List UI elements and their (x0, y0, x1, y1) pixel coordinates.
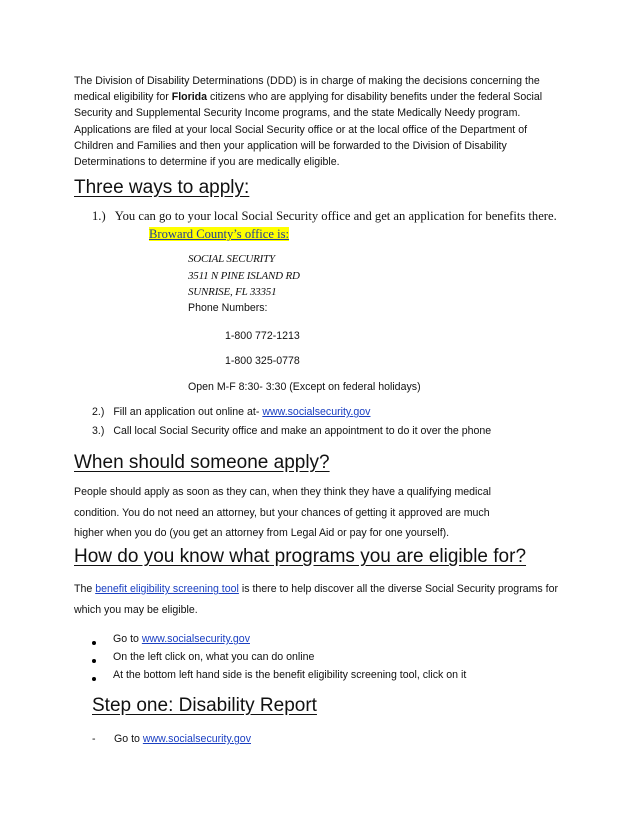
bullet-item (113, 633, 250, 645)
bullet-text: Go to (113, 633, 142, 645)
paragraph-text: is there to help discover all the diverse Social Security programs for (238, 583, 559, 595)
socialsecurity-link[interactable]: www.socialsecurity.gov (142, 733, 251, 745)
screening-tool-link[interactable]: benefit eligibility screening tool (95, 583, 239, 595)
heading-step-one: Step one: Disability Report (92, 695, 317, 716)
intro-line: The Division of Disability Determinations (DDD) is in charge of making the decisions concerning the (74, 75, 540, 87)
office-hours: Open M-F 8:30- 3:30 (Except on federal holidays) (188, 381, 421, 393)
list-text: Fill an application out online at- (113, 406, 263, 418)
list-number: 3.) (92, 425, 105, 437)
paragraph-line: condition. You do not need an attorney, but your chances of getting it approved are much (74, 506, 490, 519)
intro-text: citizens who are applying for disability benefits under the federal Social (207, 91, 543, 104)
address-line: 3511 N PINE ISLAND RD (188, 270, 300, 282)
heading-three-ways: Three ways to apply: (74, 177, 250, 198)
bullet-icon (92, 677, 96, 681)
intro-bold-state: Florida (171, 91, 208, 104)
paragraph-line: which you may be eligible. (74, 603, 198, 616)
address-line: SOCIAL SECURITY (188, 253, 275, 265)
paragraph-text: The (74, 583, 96, 595)
office-label-highlight: Broward County’s office is: (149, 227, 290, 241)
heading-when-apply: When should someone apply? (74, 452, 330, 473)
list-item-3 (92, 425, 491, 437)
list-item-1 (92, 209, 557, 224)
step-text: Go to (114, 733, 143, 745)
bullet-item: At the bottom left hand side is the benefit eligibility screening tool, click on it (113, 669, 467, 681)
phone-number: 1-800 325-0778 (225, 355, 300, 367)
list-number: 2.) (92, 406, 105, 418)
office-label (149, 227, 289, 242)
step-one-item (92, 733, 251, 745)
intro-line: Children and Families and then your application will be forwarded to the Division of Disability (74, 139, 507, 152)
step-one-text (114, 733, 251, 745)
socialsecurity-link[interactable]: www.socialsecurity.gov (262, 406, 371, 418)
socialsecurity-link[interactable]: www.socialsecurity.gov (141, 633, 250, 645)
paragraph-line: higher when you do (you get an attorney from Legal Aid or pay for one yourself). (74, 527, 450, 540)
phone-number: 1-800 772-1213 (225, 330, 300, 342)
paragraph-line (74, 579, 594, 600)
list-item-2 (92, 406, 370, 418)
list-text: You can go to your local Social Security office and get an application for benefits there. (114, 209, 557, 223)
bullet-item: On the left click on, what you can do online (113, 651, 315, 663)
intro-paragraph (74, 73, 574, 170)
intro-line: Applications are filed at your local Social Security office or at the local office of the Department of (74, 123, 528, 136)
list-text: Call local Social Security office and make an appointment to do it over the phone (113, 425, 492, 437)
intro-line: Security and Supplemental Security Income programs, and the state Medically Needy program. (74, 107, 521, 120)
intro-line (74, 89, 574, 105)
intro-text: medical eligibility for (74, 91, 172, 104)
list-number: 1.) (92, 209, 106, 223)
address-line: SUNRISE, FL 33351 (188, 286, 277, 298)
bullet-icon (92, 659, 96, 663)
eligibility-paragraph (74, 579, 594, 620)
bullet-icon (92, 641, 96, 645)
when-apply-paragraph (74, 482, 574, 544)
dash-marker: - (92, 733, 96, 745)
phone-label: Phone Numbers: (188, 302, 268, 314)
intro-line: Determinations to determine if you are medically eligible. (74, 156, 340, 169)
paragraph-line: People should apply as soon as they can, when they think they have a qualifying medical (74, 486, 491, 498)
heading-programs-eligible: How do you know what programs you are eligible for? (74, 546, 527, 567)
